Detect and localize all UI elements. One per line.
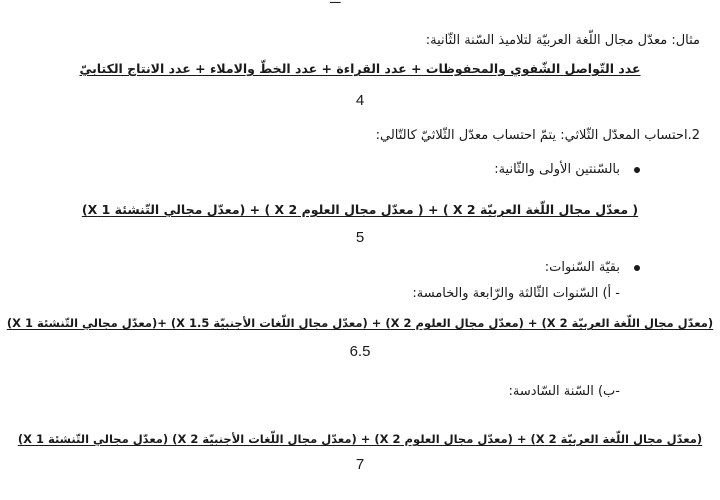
bullet2-marker [634,265,640,271]
section2-title: 2.احتساب المعدّل الثّلاثي: يتمّ احتساب معدّل الثّلاثيّ كالتّالي: [375,128,700,143]
bullet2-label: بقيّة السّنوات: [544,260,620,275]
bullet1-marker [634,167,640,173]
sub-b-divisor: 7 [355,456,365,473]
sub-a-label: - أ) السّنوات الثّالثة والرّابعة والخامسة: [412,286,620,301]
sub-a-formula: (معدّل مجال اللّغة العربيّة 2 X) + (معدّل مجال العلوم 2 X) + (معدّل مجال اللّغات الأجنبيّة 1.5 X) +(معدّل مجالي التّنشئة 1 X) [6,316,714,330]
bullet2-item [545,259,640,277]
sub-b-formula: (معدّل مجال اللّغة العربيّة 2 X) + (معدّل مجال العلوم 2 X) + (معدّل مجال اللّغات الأجنبيّة 2 X) (معدّل مجالي التّنشئة 1 X) [17,432,703,446]
example-formula: عدد التّواصل الشّفوي والمحفوظات + عدد القراءة + عدد الخطّ والاملاء + عدد الانتاج الكتابيّ [79,61,641,76]
example-divisor: 4 [355,92,365,109]
bullet1-item [494,161,640,179]
bullet1-formula: ( معدّل مجال اللّغة العربيّة 2 X ) + ( معدّل مجال العلوم 2 X ) + (معدّل مجالي التّنشئة 1 X) [81,202,639,217]
top-cut-text [330,0,390,4]
example-heading: مثال: معدّل مجال اللّغة العربيّة لتلاميذ السّنة الثّانية: [425,33,700,48]
sub-a-divisor: 6.5 [349,343,371,360]
bullet1-label: بالسّنتين الأولى والثّانية: [494,162,620,177]
sub-b-label: -ب) السّنة السّادسة: [508,384,620,399]
bullet1-divisor: 5 [355,229,365,246]
